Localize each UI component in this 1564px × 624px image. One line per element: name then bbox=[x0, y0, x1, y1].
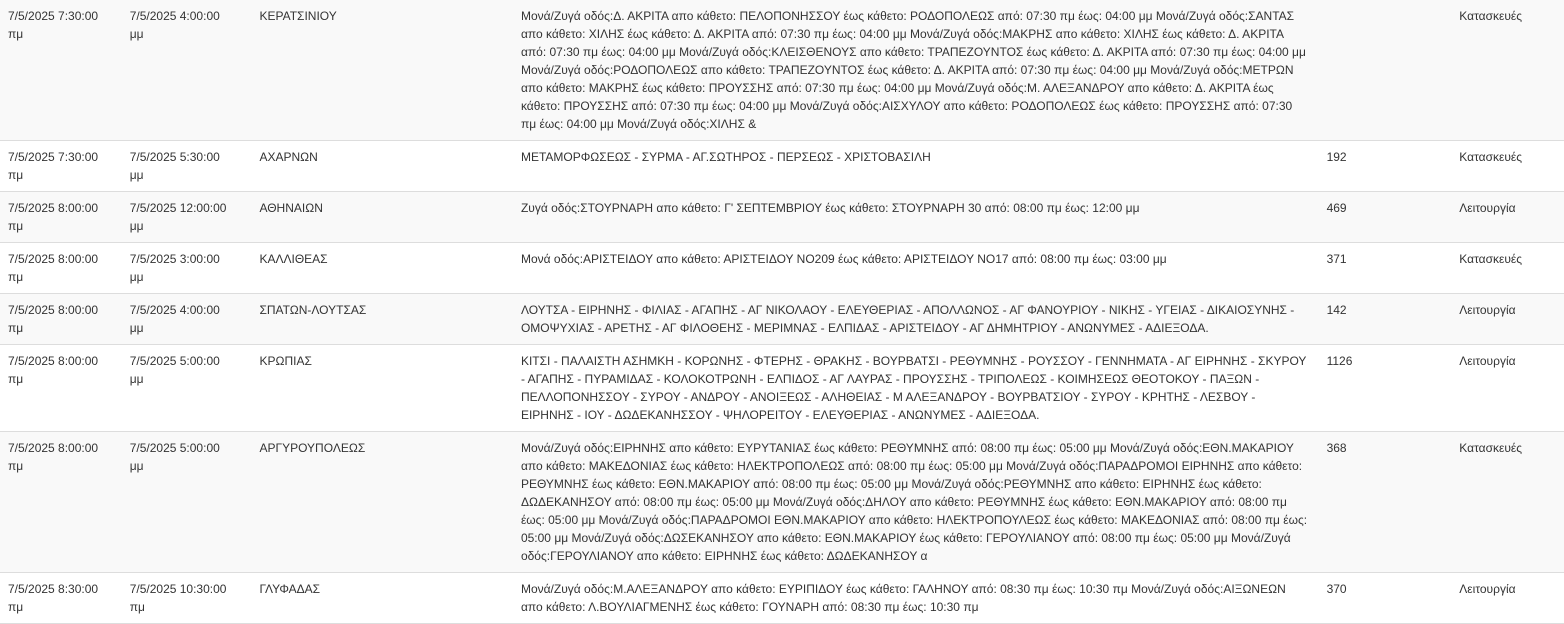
reason-cell: Κατασκευές bbox=[1442, 0, 1564, 141]
area-cell: ΓΛΥΦΑΔΑΣ bbox=[244, 573, 504, 624]
end-time-cell: 7/5/2025 5:00:00 μμ bbox=[122, 345, 245, 432]
streets-cell: ΚΙΤΣΙ - ΠΑΛΑΙΣΤΗ ΑΣΗΜΚΗ - ΚΟΡΩΝΗΣ - ΦΤΕΡΗΣ - ΘΡΑΚΗΣ - ΒΟΥΡΒΑΤΣΙ - ΡΕΘΥΜΝΗΣ - ΡΟΥΣΣΟΥ - ΓΕΝΝΗΜΑΤΑ - ΑΓ ΕΙΡΗΝΗΣ - ΣΚΥΡΟΥ - ΑΓΑΠΗΣ - ΠΥΡΑΜΙΔΑΣ - ΚΟΛΟΚΟΤΡΩΝΗ - ΕΛΠΙΔΟΣ - ΑΓ ΛΑΥΡΑΣ - ΠΡΟΥΣΣΗΣ - ΤΡΙΠΟΛΕΩΣ - ΚΟΙΜΗΣΕΩΣ ΘΕΟΤΟΚΟΥ - ΠΑΞΩΝ - ΠΕΛΛΟΠΟΝΗΣΣΟΥ - ΣΥΡΟΥ - ΑΝΔΡΟΥ - ΑΝΟΙΞΕΩΣ - ΑΛΗΘΕΙΑΣ - Μ ΑΛΕΞΑΝΔΡΟΥ - ΒΟΥΡΒΑΤΣΙΟΥ - ΣΥΡΟΥ - ΚΡΗΤΗΣ - ΛΕΣΒΟΥ - ΕΙΡΗΝΗΣ - ΙΟΥ - ΔΩΔΕΚΑΝΗΣΣΟΥ - ΨΗΛΟΡΕΙΤΟΥ - ΕΛΕΥΘΕΡΙΑΣ - ΑΝΩΝΥΜΕΣ - ΑΔΙΕΞΟΔΑ. bbox=[505, 345, 1321, 432]
reason-cell: Λειτουργία bbox=[1442, 573, 1564, 624]
table-row bbox=[0, 0, 1564, 141]
area-cell: ΚΕΡΑΤΣΙΝΙΟΥ bbox=[244, 0, 504, 141]
count-cell: 142 bbox=[1321, 294, 1443, 345]
reason-cell: Κατασκευές bbox=[1442, 141, 1564, 192]
start-time-cell: 7/5/2025 7:30:00 πμ bbox=[0, 0, 122, 141]
area-cell: ΚΑΛΛΙΘΕΑΣ bbox=[244, 243, 504, 294]
end-time-cell: 7/5/2025 4:00:00 μμ bbox=[122, 294, 245, 345]
streets-cell: Μονά/Ζυγά οδός:Μ.ΑΛΕΞΑΝΔΡΟΥ απο κάθετο: ΕΥΡΙΠΙΔΟΥ έως κάθετο: ΓΑΛΗΝΟΥ από: 08:30 πμ έως: 10:30 πμ Μονά/Ζυγά οδός:ΑΙΞΩΝΕΩΝ απο κάθετο: Λ.ΒΟΥΛΙΑΓΜΕΝΗΣ έως κάθετο: ΓΟΥΝΑΡΗ από: 08:30 πμ έως: 10:30 πμ bbox=[505, 573, 1321, 624]
area-cell: ΑΧΑΡΝΩΝ bbox=[244, 141, 504, 192]
count-cell: 469 bbox=[1321, 192, 1443, 243]
count-cell: 370 bbox=[1321, 573, 1443, 624]
area-cell: ΑΘΗΝΑΙΩΝ bbox=[244, 192, 504, 243]
end-time-cell: 7/5/2025 10:30:00 πμ bbox=[122, 573, 245, 624]
streets-cell: Μονά οδός:ΑΡΙΣΤΕΙΔΟΥ απο κάθετο: ΑΡΙΣΤΕΙΔΟΥ ΝΟ209 έως κάθετο: ΑΡΙΣΤΕΙΔΟΥ ΝΟ17 από: 08:00 πμ έως: 03:00 μμ bbox=[505, 243, 1321, 294]
streets-cell: Μονά/Ζυγά οδός:ΕΙΡΗΝΗΣ απο κάθετο: ΕΥΡΥΤΑΝΙΑΣ έως κάθετο: ΡΕΘΥΜΝΗΣ από: 08:00 πμ έως: 05:00 μμ Μονά/Ζυγά οδός:ΕΘΝ.ΜΑΚΑΡΙΟΥ απο κάθετο: ΜΑΚΕΔΟΝΙΑΣ έως κάθετο: ΗΛΕΚΤΡΟΠΟΛΕΩΣ από: 08:00 πμ έως: 05:00 μμ Μονά/Ζυγά οδός:ΠΑΡΑΔΡΟΜΟΙ ΕΙΡΗΝΗΣ απο κάθετο: ΡΕΘΥΜΝΗΣ έως κάθετο: ΕΘΝ.ΜΑΚΑΡΙΟΥ από: 08:00 πμ έως: 05:00 μμ Μονά/Ζυγά οδός:ΡΕΘΥΜΝΗΣ απο κάθετο: ΕΙΡΗΝΗΣ έως κάθετο: ΔΩΔΕΚΑΝΗΣΟΥ από: 08:00 πμ έως: 05:00 μμ Μονά/Ζυγά οδός:ΔΗΛΟΥ απο κάθετο: ΡΕΘΥΜΝΗΣ έως κάθετο: ΕΘΝ.ΜΑΚΑΡΙΟΥ από: 08:00 πμ έως: 05:00 μμ Μονά/Ζυγά οδός:ΠΑΡΑΔΡΟΜΟΙ ΕΘΝ.ΜΑΚΑΡΙΟΥ απο κάθετο: ΗΛΕΚΤΡΟΠΟΥΛΕΩΣ έως κάθετο: ΜΑΚΕΔΟΝΙΑΣ από: 08:00 πμ έως: 05:00 μμ Μονά/Ζυγά οδός:ΔΩΣΕΚΑΝΗΣΟΥ απο κάθετο: ΕΘΝ.ΜΑΚΑΡΙΟΥ έως κάθετο: ΓΕΡΟΥΛΙΑΝΟΥ από: 08:00 πμ έως: 05:00 μμ Μονά/Ζυγά οδός:ΓΕΡΟΥΛΙΑΝΟΥ απο κάθετο: ΕΙΡΗΝΗΣ έως κάθετο: ΔΩΔΕΚΑΝΗΣΟΥ α bbox=[505, 432, 1321, 573]
start-time-cell: 7/5/2025 7:30:00 πμ bbox=[0, 141, 122, 192]
area-cell: ΣΠΑΤΩΝ-ΛΟΥΤΣΑΣ bbox=[244, 294, 504, 345]
end-time-cell: 7/5/2025 4:00:00 μμ bbox=[122, 0, 245, 141]
end-time-cell: 7/5/2025 5:30:00 μμ bbox=[122, 141, 245, 192]
start-time-cell: 7/5/2025 8:00:00 πμ bbox=[0, 345, 122, 432]
reason-cell: Κατασκευές bbox=[1442, 432, 1564, 573]
streets-cell: ΜΕΤΑΜΟΡΦΩΣΕΩΣ - ΣΥΡΜΑ - ΑΓ.ΣΩΤΗΡΟΣ - ΠΕΡΣΕΩΣ - ΧΡΙΣΤΟΒΑΣΙΛΗ bbox=[505, 141, 1321, 192]
table-row bbox=[0, 141, 1564, 192]
start-time-cell: 7/5/2025 8:00:00 πμ bbox=[0, 294, 122, 345]
reason-cell: Λειτουργία bbox=[1442, 294, 1564, 345]
streets-cell: ΛΟΥΤΣΑ - ΕΙΡΗΝΗΣ - ΦΙΛΙΑΣ - ΑΓΑΠΗΣ - ΑΓ ΝΙΚΟΛΑΟΥ - ΕΛΕΥΘΕΡΙΑΣ - ΑΠΟΛΛΩΝΟΣ - ΑΓ ΦΑΝΟΥΡΙΟΥ - ΝΙΚΗΣ - ΥΓΕΙΑΣ - ΔΙΚΑΙΟΣΥΝΗΣ - ΟΜΟΨΥΧΙΑΣ - ΑΡΕΤΗΣ - ΑΓ ΦΙΛΟΘΕΗΣ - ΜΕΡΙΜΝΑΣ - ΕΛΠΙΔΑΣ - ΑΡΙΣΤΕΙΔΟΥ - ΑΓ ΔΗΜΗΤΡΙΟΥ - ΑΝΩΝΥΜΕΣ - ΑΔΙΕΞΟΔΑ. bbox=[505, 294, 1321, 345]
streets-cell: Μονά/Ζυγά οδός:Δ. ΑΚΡΙΤΑ απο κάθετο: ΠΕΛΟΠΟΝΗΣΣΟΥ έως κάθετο: ΡΟΔΟΠΟΛΕΩΣ από: 07:30 πμ έως: 04:00 μμ Μονά/Ζυγά οδός:ΣΑΝΤΑΣ απο κάθετο: ΧΙΛΗΣ έως κάθετο: Δ. ΑΚΡΙΤΑ από: 07:30 πμ έως: 04:00 μμ Μονά/Ζυγά οδός:ΜΑΚΡΗΣ απο κάθετο: ΧΙΛΗΣ έως κάθετο: Δ. ΑΚΡΙΤΑ από: 07:30 πμ έως: 04:00 μμ Μονά/Ζυγά οδός:ΚΛΕΙΣΘΕΝΟΥΣ απο κάθετο: ΤΡΑΠΕΖΟΥΝΤΟΣ έως κάθετο: Δ. ΑΚΡΙΤΑ από: 07:30 πμ έως: 04:00 μμ Μονά/Ζυγά οδός:ΡΟΔΟΠΟΛΕΩΣ απο κάθετο: ΤΡΑΠΕΖΟΥΝΤΟΣ έως κάθετο: Δ. ΑΚΡΙΤΑ από: 07:30 πμ έως: 04:00 μμ Μονά/Ζυγά οδός:ΜΕΤΡΩΝ απο κάθετο: ΜΑΚΡΗΣ έως κάθετο: ΠΡΟΥΣΣΗΣ από: 07:30 πμ έως: 04:00 μμ Μονά/Ζυγά οδός:Μ. ΑΛΕΞΑΝΔΡΟΥ απο κάθετο: Δ. ΑΚΡΙΤΑ έως κάθετο: ΠΡΟΥΣΣΗΣ από: 07:30 πμ έως: 04:00 μμ Μονά/Ζυγά οδός:ΑΙΣΧΥΛΟΥ απο κάθετο: ΡΟΔΟΠΟΛΕΩΣ έως κάθετο: ΠΡΟΥΣΣΗΣ από: 07:30 πμ έως: 04:00 μμ Μονά/Ζυγά οδός:ΧΙΛΗΣ & bbox=[505, 0, 1321, 141]
start-time-cell: 7/5/2025 8:00:00 πμ bbox=[0, 432, 122, 573]
start-time-cell: 7/5/2025 8:00:00 πμ bbox=[0, 243, 122, 294]
table-row bbox=[0, 573, 1564, 624]
reason-cell: Λειτουργία bbox=[1442, 192, 1564, 243]
start-time-cell: 7/5/2025 8:00:00 πμ bbox=[0, 192, 122, 243]
count-cell: 1126 bbox=[1321, 345, 1443, 432]
count-cell: 371 bbox=[1321, 243, 1443, 294]
reason-cell: Λειτουργία bbox=[1442, 345, 1564, 432]
area-cell: ΚΡΩΠΙΑΣ bbox=[244, 345, 504, 432]
area-cell: ΑΡΓΥΡΟΥΠΟΛΕΩΣ bbox=[244, 432, 504, 573]
table-row bbox=[0, 345, 1564, 432]
end-time-cell: 7/5/2025 12:00:00 μμ bbox=[122, 192, 245, 243]
streets-cell: Ζυγά οδός:ΣΤΟΥΡΝΑΡΗ απο κάθετο: Γ' ΣΕΠΤΕΜΒΡΙΟΥ έως κάθετο: ΣΤΟΥΡΝΑΡΗ 30 από: 08:00 πμ έως: 12:00 μμ bbox=[505, 192, 1321, 243]
end-time-cell: 7/5/2025 3:00:00 μμ bbox=[122, 243, 245, 294]
table-row bbox=[0, 192, 1564, 243]
count-cell bbox=[1321, 0, 1443, 141]
count-cell: 192 bbox=[1321, 141, 1443, 192]
table-row bbox=[0, 294, 1564, 345]
count-cell: 368 bbox=[1321, 432, 1443, 573]
reason-cell: Κατασκευές bbox=[1442, 243, 1564, 294]
table-row bbox=[0, 432, 1564, 573]
start-time-cell: 7/5/2025 8:30:00 πμ bbox=[0, 573, 122, 624]
end-time-cell: 7/5/2025 5:00:00 μμ bbox=[122, 432, 245, 573]
table-row bbox=[0, 243, 1564, 294]
